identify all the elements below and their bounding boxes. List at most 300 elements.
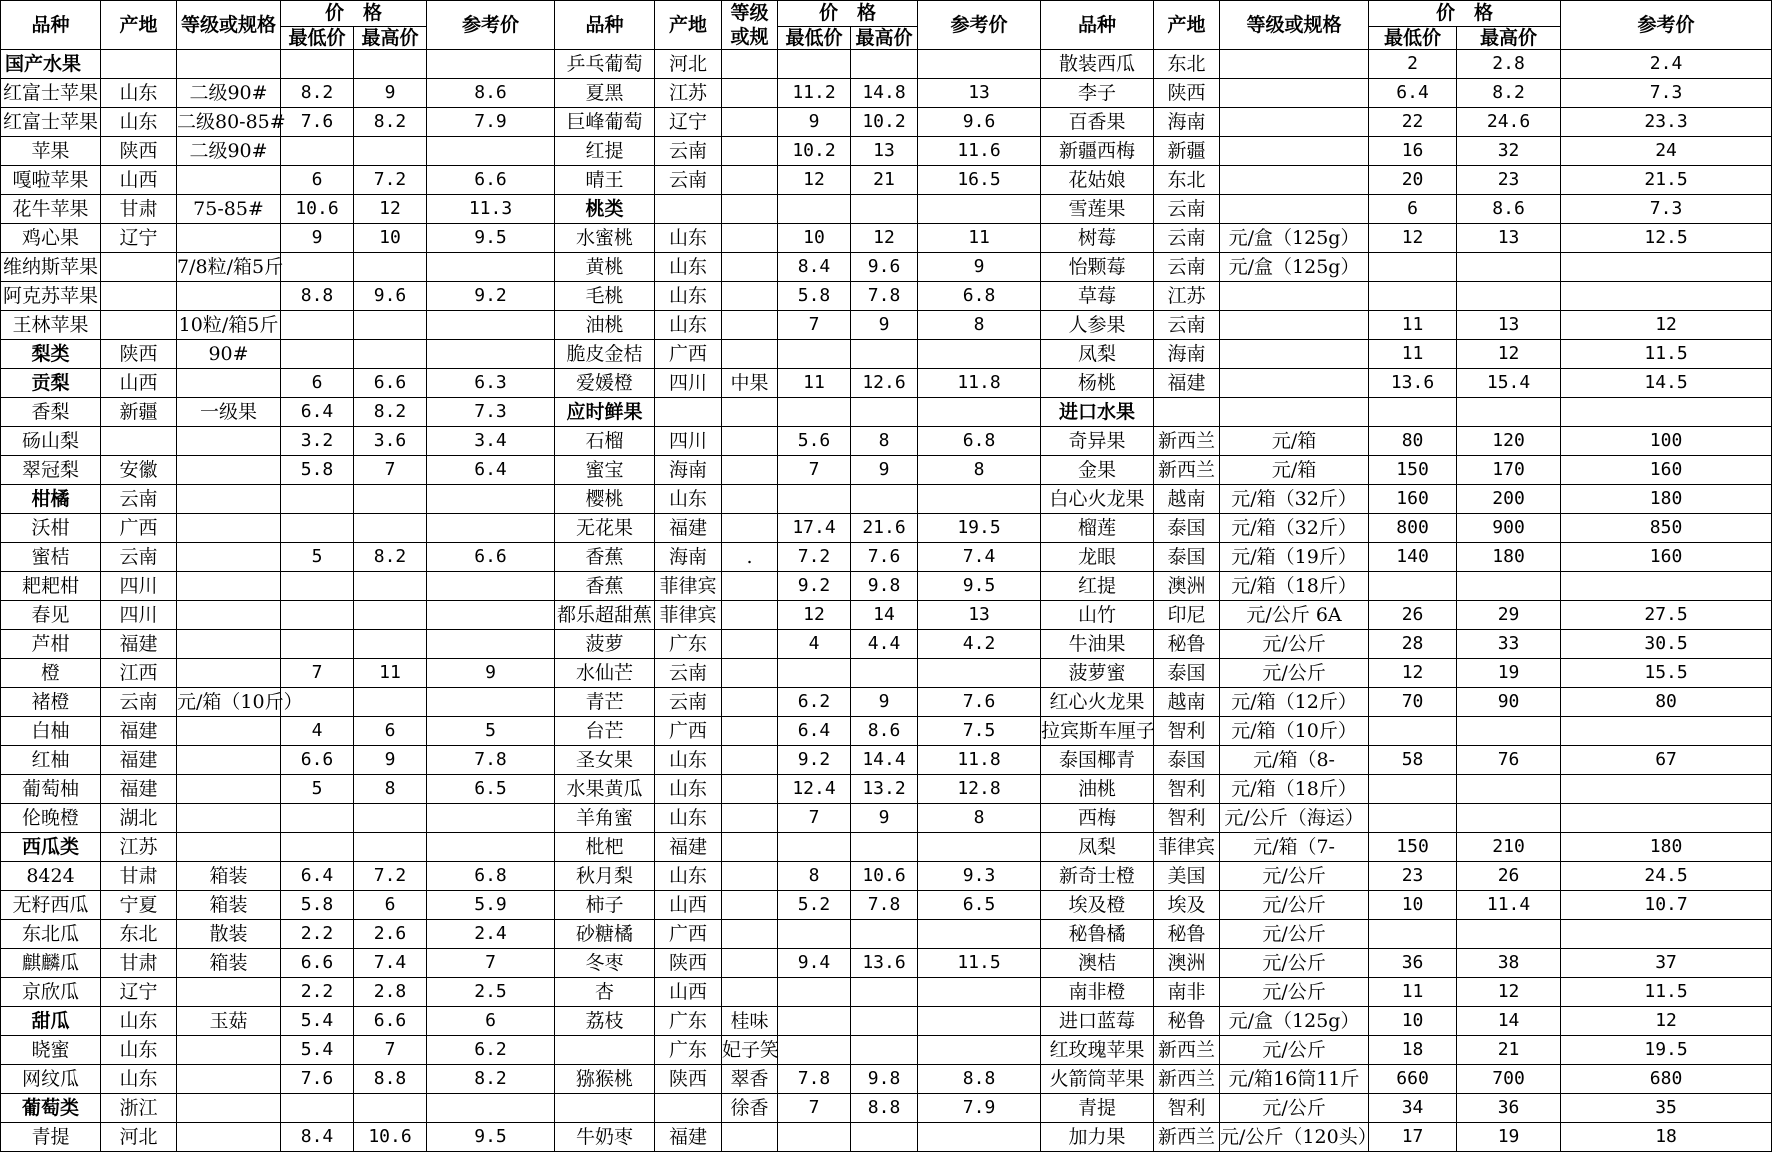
table-cell: 元/箱（19斤） bbox=[1220, 543, 1369, 572]
table-cell bbox=[1369, 775, 1457, 804]
table-cell bbox=[722, 79, 778, 108]
table-cell: 牛油果 bbox=[1041, 630, 1154, 659]
table-cell: 褚橙 bbox=[1, 688, 101, 717]
table-cell: 160 bbox=[1561, 456, 1772, 485]
table-cell: 元/公斤 bbox=[1220, 862, 1369, 891]
table-row bbox=[1, 978, 1772, 1007]
table-cell: 元/盒（125g） bbox=[1220, 224, 1369, 253]
table-cell bbox=[722, 456, 778, 485]
header-ref: 参考价 bbox=[1561, 1, 1772, 50]
table-cell: 13 bbox=[918, 601, 1041, 630]
table-cell bbox=[177, 50, 281, 79]
table-cell: 6.6 bbox=[354, 369, 427, 398]
table-cell bbox=[177, 775, 281, 804]
table-cell bbox=[1561, 717, 1772, 746]
table-cell: 6.2 bbox=[778, 688, 851, 717]
table-cell: 云南 bbox=[101, 485, 177, 514]
table-cell: 8.8 bbox=[354, 1065, 427, 1094]
table-cell: 云南 bbox=[655, 137, 722, 166]
table-cell: 香蕉 bbox=[555, 572, 655, 601]
table-cell: 山西 bbox=[101, 166, 177, 195]
table-cell: 南非 bbox=[1154, 978, 1220, 1007]
table-cell: 7 bbox=[778, 1094, 851, 1123]
table-cell: 湖北 bbox=[101, 804, 177, 833]
table-cell: 陕西 bbox=[1154, 79, 1220, 108]
table-cell: 越南 bbox=[1154, 688, 1220, 717]
table-cell: 23 bbox=[1457, 166, 1561, 195]
table-cell bbox=[722, 804, 778, 833]
table-cell: 元/箱 bbox=[1220, 427, 1369, 456]
table-cell: 草莓 bbox=[1041, 282, 1154, 311]
table-cell: 西瓜类 bbox=[1, 833, 101, 862]
table-cell bbox=[1220, 108, 1369, 137]
table-cell: 8 bbox=[354, 775, 427, 804]
table-cell: 6.6 bbox=[427, 166, 555, 195]
table-cell bbox=[851, 978, 918, 1007]
table-cell: 12 bbox=[1457, 340, 1561, 369]
table-cell: 14 bbox=[851, 601, 918, 630]
table-cell: 云南 bbox=[655, 659, 722, 688]
table-cell: 广东 bbox=[655, 630, 722, 659]
table-cell bbox=[101, 311, 177, 340]
table-cell: 甘肃 bbox=[101, 862, 177, 891]
table-cell: 山西 bbox=[655, 978, 722, 1007]
table-cell: 羊角蜜 bbox=[555, 804, 655, 833]
table-cell: 12 bbox=[1561, 311, 1772, 340]
table-cell: 元/公斤（海运） bbox=[1220, 804, 1369, 833]
table-cell: 6 bbox=[281, 369, 354, 398]
table-cell: 山竹 bbox=[1041, 601, 1154, 630]
table-cell: 元/箱（32斤） bbox=[1220, 514, 1369, 543]
table-cell bbox=[722, 166, 778, 195]
table-cell: 200 bbox=[1457, 485, 1561, 514]
table-cell: 香蕉 bbox=[555, 543, 655, 572]
table-cell bbox=[281, 514, 354, 543]
table-cell: 18 bbox=[1369, 1036, 1457, 1065]
table-cell bbox=[177, 514, 281, 543]
table-cell bbox=[655, 195, 722, 224]
table-cell bbox=[1369, 253, 1457, 282]
table-cell bbox=[722, 253, 778, 282]
table-cell: 山东 bbox=[655, 804, 722, 833]
table-cell bbox=[722, 282, 778, 311]
table-cell: 12 bbox=[778, 601, 851, 630]
table-cell bbox=[722, 311, 778, 340]
table-cell: 58 bbox=[1369, 746, 1457, 775]
table-cell: 6 bbox=[1369, 195, 1457, 224]
table-cell bbox=[281, 137, 354, 166]
table-cell: 26 bbox=[1369, 601, 1457, 630]
table-cell: 17 bbox=[1369, 1123, 1457, 1152]
table-cell: 翠香 bbox=[722, 1065, 778, 1094]
table-cell: 进口水果 bbox=[1041, 398, 1154, 427]
table-cell: 青芒 bbox=[555, 688, 655, 717]
table-cell bbox=[778, 978, 851, 1007]
table-cell: 7.8 bbox=[851, 891, 918, 920]
table-cell bbox=[722, 572, 778, 601]
table-cell: 9 bbox=[851, 688, 918, 717]
table-cell bbox=[427, 253, 555, 282]
table-cell: 7 bbox=[778, 311, 851, 340]
table-cell: 180 bbox=[1457, 543, 1561, 572]
table-cell bbox=[722, 195, 778, 224]
table-cell: 10粒/箱5斤 bbox=[177, 311, 281, 340]
table-cell: 油桃 bbox=[555, 311, 655, 340]
table-cell bbox=[1561, 253, 1772, 282]
table-cell: 6.6 bbox=[427, 543, 555, 572]
table-cell: 24.5 bbox=[1561, 862, 1772, 891]
table-cell bbox=[281, 630, 354, 659]
table-cell: 海南 bbox=[655, 456, 722, 485]
table-cell: 嘎啦苹果 bbox=[1, 166, 101, 195]
table-cell: 陕西 bbox=[655, 949, 722, 978]
table-cell: 猕猴桃 bbox=[555, 1065, 655, 1094]
header-grade: 等级或规 bbox=[722, 1, 778, 50]
table-cell: 13.6 bbox=[851, 949, 918, 978]
table-cell bbox=[851, 340, 918, 369]
table-cell: 元/箱（18斤） bbox=[1220, 572, 1369, 601]
table-cell: 6.3 bbox=[427, 369, 555, 398]
table-cell bbox=[281, 1094, 354, 1123]
table-cell: 5 bbox=[281, 543, 354, 572]
table-cell: 元/公斤 6A bbox=[1220, 601, 1369, 630]
table-cell: 菲律宾 bbox=[1154, 833, 1220, 862]
table-cell: 19.5 bbox=[1561, 1036, 1772, 1065]
table-cell bbox=[722, 891, 778, 920]
table-cell bbox=[778, 1123, 851, 1152]
table-cell: 杨桃 bbox=[1041, 369, 1154, 398]
table-cell bbox=[1220, 79, 1369, 108]
table-cell: 四川 bbox=[655, 369, 722, 398]
table-cell: 13.2 bbox=[851, 775, 918, 804]
table-cell: 都乐超甜蕉 bbox=[555, 601, 655, 630]
table-row bbox=[1, 746, 1772, 775]
table-cell: 秘鲁 bbox=[1154, 1007, 1220, 1036]
table-cell: 70 bbox=[1369, 688, 1457, 717]
table-cell bbox=[1457, 775, 1561, 804]
table-cell: 广西 bbox=[101, 514, 177, 543]
table-cell bbox=[177, 833, 281, 862]
table-cell: 越南 bbox=[1154, 485, 1220, 514]
table-cell bbox=[851, 485, 918, 514]
table-cell: 8.6 bbox=[851, 717, 918, 746]
table-cell: 红提 bbox=[555, 137, 655, 166]
header-grade: 等级或规格 bbox=[177, 1, 281, 50]
table-cell: 11.8 bbox=[918, 746, 1041, 775]
table-cell bbox=[427, 688, 555, 717]
table-cell: 7 bbox=[354, 456, 427, 485]
table-cell bbox=[354, 253, 427, 282]
table-cell: 京欣瓜 bbox=[1, 978, 101, 1007]
table-cell bbox=[177, 1123, 281, 1152]
table-cell: 蜜宝 bbox=[555, 456, 655, 485]
table-cell: 67 bbox=[1561, 746, 1772, 775]
table-cell: 6.8 bbox=[918, 427, 1041, 456]
table-cell: 荔枝 bbox=[555, 1007, 655, 1036]
table-cell: 10.7 bbox=[1561, 891, 1772, 920]
table-cell: 9.8 bbox=[851, 1065, 918, 1094]
table-cell: 元/公斤 bbox=[1220, 1036, 1369, 1065]
table-cell: 水果黄瓜 bbox=[555, 775, 655, 804]
table-cell bbox=[354, 50, 427, 79]
table-cell: 8 bbox=[851, 427, 918, 456]
table-cell: 麒麟瓜 bbox=[1, 949, 101, 978]
table-cell: 700 bbox=[1457, 1065, 1561, 1094]
table-cell: 云南 bbox=[1154, 195, 1220, 224]
table-cell: 5 bbox=[281, 775, 354, 804]
table-cell: 黄桃 bbox=[555, 253, 655, 282]
table-cell: 6.8 bbox=[427, 862, 555, 891]
table-cell: 5.4 bbox=[281, 1007, 354, 1036]
table-cell: 海南 bbox=[655, 543, 722, 572]
table-cell: 拉宾斯车厘子 bbox=[1041, 717, 1154, 746]
table-cell: 9.4 bbox=[778, 949, 851, 978]
header-min: 最低价 bbox=[281, 26, 354, 49]
table-cell: 8.4 bbox=[281, 1123, 354, 1152]
table-cell: 智利 bbox=[1154, 717, 1220, 746]
table-cell bbox=[851, 1036, 918, 1065]
table-cell: 新奇士橙 bbox=[1041, 862, 1154, 891]
table-cell: 澳洲 bbox=[1154, 949, 1220, 978]
table-cell: 35 bbox=[1561, 1094, 1772, 1123]
table-cell: 11.3 bbox=[427, 195, 555, 224]
table-row bbox=[1, 572, 1772, 601]
table-cell: 元/箱（12斤） bbox=[1220, 688, 1369, 717]
table-cell: 广西 bbox=[655, 340, 722, 369]
table-cell: 32 bbox=[1457, 137, 1561, 166]
table-row bbox=[1, 630, 1772, 659]
table-cell: 砂糖橘 bbox=[555, 920, 655, 949]
table-cell: 无籽西瓜 bbox=[1, 891, 101, 920]
table-cell bbox=[918, 195, 1041, 224]
table-cell: 7.2 bbox=[354, 862, 427, 891]
table-cell bbox=[177, 1065, 281, 1094]
table-cell bbox=[1220, 282, 1369, 311]
table-row bbox=[1, 485, 1772, 514]
table-cell: 900 bbox=[1457, 514, 1561, 543]
table-row bbox=[1, 369, 1772, 398]
table-cell bbox=[177, 369, 281, 398]
table-cell: 13 bbox=[851, 137, 918, 166]
table-cell bbox=[1561, 804, 1772, 833]
table-cell: 2.4 bbox=[427, 920, 555, 949]
table-row bbox=[1, 427, 1772, 456]
table-cell: 9.5 bbox=[918, 572, 1041, 601]
table-cell: 葡萄柚 bbox=[1, 775, 101, 804]
table-cell: 元/公斤（120头） bbox=[1220, 1123, 1369, 1152]
table-cell: 8.2 bbox=[354, 398, 427, 427]
table-cell: 福建 bbox=[101, 775, 177, 804]
table-cell: 火箭筒苹果 bbox=[1041, 1065, 1154, 1094]
table-cell: 9 bbox=[427, 659, 555, 688]
table-cell: 爱媛橙 bbox=[555, 369, 655, 398]
table-cell bbox=[722, 688, 778, 717]
table-cell: 15.4 bbox=[1457, 369, 1561, 398]
table-cell: 元/箱（8- bbox=[1220, 746, 1369, 775]
table-cell: 9.6 bbox=[918, 108, 1041, 137]
table-cell bbox=[722, 949, 778, 978]
table-cell: 12 bbox=[1457, 978, 1561, 1007]
table-cell bbox=[354, 340, 427, 369]
table-cell: 8.6 bbox=[1457, 195, 1561, 224]
table-cell: 樱桃 bbox=[555, 485, 655, 514]
table-cell: 5.9 bbox=[427, 891, 555, 920]
table-cell bbox=[427, 485, 555, 514]
table-cell: 怡颗莓 bbox=[1041, 253, 1154, 282]
table-cell: 凤梨 bbox=[1041, 340, 1154, 369]
table-cell: 元/公斤 bbox=[1220, 891, 1369, 920]
table-cell bbox=[354, 485, 427, 514]
table-cell: 10 bbox=[354, 224, 427, 253]
table-cell: 玉菇 bbox=[177, 1007, 281, 1036]
table-cell bbox=[354, 601, 427, 630]
table-cell: 晴王 bbox=[555, 166, 655, 195]
table-cell: 陕西 bbox=[101, 137, 177, 166]
table-cell bbox=[722, 862, 778, 891]
table-cell: 泰国 bbox=[1154, 543, 1220, 572]
table-cell bbox=[851, 1007, 918, 1036]
table-cell: 30.5 bbox=[1561, 630, 1772, 659]
table-row bbox=[1, 862, 1772, 891]
table-cell: 36 bbox=[1457, 1094, 1561, 1123]
table-cell: 蜜桔 bbox=[1, 543, 101, 572]
table-cell bbox=[1220, 166, 1369, 195]
table-cell: 云南 bbox=[1154, 224, 1220, 253]
table-row bbox=[1, 108, 1772, 137]
table-cell bbox=[1154, 398, 1220, 427]
table-cell: 中果 bbox=[722, 369, 778, 398]
table-cell bbox=[177, 1036, 281, 1065]
table-cell: 乒乓葡萄 bbox=[555, 50, 655, 79]
table-cell bbox=[177, 804, 281, 833]
table-cell bbox=[918, 833, 1041, 862]
table-cell: 5.4 bbox=[281, 1036, 354, 1065]
table-cell: 甘肃 bbox=[101, 195, 177, 224]
table-cell: 2.4 bbox=[1561, 50, 1772, 79]
table-cell: 牛奶枣 bbox=[555, 1123, 655, 1152]
table-cell bbox=[101, 282, 177, 311]
table-cell: 850 bbox=[1561, 514, 1772, 543]
table-cell: 160 bbox=[1369, 485, 1457, 514]
table-cell: 8.4 bbox=[778, 253, 851, 282]
table-cell: 元/箱（10斤） bbox=[177, 688, 281, 717]
table-cell: 19 bbox=[1457, 1123, 1561, 1152]
table-cell bbox=[778, 195, 851, 224]
table-cell: 9 bbox=[851, 456, 918, 485]
table-cell: 元/盒（125g） bbox=[1220, 1007, 1369, 1036]
table-cell: 23 bbox=[1369, 862, 1457, 891]
table-cell: 75-85# bbox=[177, 195, 281, 224]
table-cell: 李子 bbox=[1041, 79, 1154, 108]
table-cell bbox=[427, 311, 555, 340]
header-price: 价 格 bbox=[778, 1, 918, 27]
table-cell bbox=[281, 601, 354, 630]
table-row bbox=[1, 456, 1772, 485]
table-cell: 7.8 bbox=[778, 1065, 851, 1094]
table-cell: 山东 bbox=[655, 775, 722, 804]
table-cell bbox=[1561, 920, 1772, 949]
table-cell bbox=[918, 920, 1041, 949]
table-cell bbox=[778, 398, 851, 427]
table-cell: 11.5 bbox=[918, 949, 1041, 978]
header-max: 最高价 bbox=[1457, 26, 1561, 49]
table-cell bbox=[177, 572, 281, 601]
table-cell: 江苏 bbox=[655, 79, 722, 108]
table-cell bbox=[1561, 775, 1772, 804]
table-cell: 8 bbox=[778, 862, 851, 891]
table-cell: 山东 bbox=[655, 862, 722, 891]
table-cell: 9.2 bbox=[778, 746, 851, 775]
table-cell: 陕西 bbox=[655, 1065, 722, 1094]
table-cell: 辽宁 bbox=[101, 978, 177, 1007]
table-cell: 9.8 bbox=[851, 572, 918, 601]
table-cell bbox=[1457, 804, 1561, 833]
table-cell: 8 bbox=[918, 456, 1041, 485]
table-cell: 12.8 bbox=[918, 775, 1041, 804]
table-cell: 福建 bbox=[655, 833, 722, 862]
table-body bbox=[1, 50, 1772, 1152]
table-cell bbox=[354, 572, 427, 601]
table-cell: 7.3 bbox=[1561, 79, 1772, 108]
table-cell: 元/箱（7- bbox=[1220, 833, 1369, 862]
table-cell bbox=[427, 630, 555, 659]
table-cell: 100 bbox=[1561, 427, 1772, 456]
table-cell: 伦晚橙 bbox=[1, 804, 101, 833]
table-cell: 江西 bbox=[101, 659, 177, 688]
header-price: 价 格 bbox=[281, 1, 427, 27]
table-cell bbox=[281, 50, 354, 79]
table-cell: 2.5 bbox=[427, 978, 555, 1007]
table-cell: 芦柑 bbox=[1, 630, 101, 659]
table-row bbox=[1, 137, 1772, 166]
table-cell bbox=[354, 688, 427, 717]
table-cell: 元/箱16筒11斤 bbox=[1220, 1065, 1369, 1094]
table-cell: 红富士苹果 bbox=[1, 79, 101, 108]
table-cell: 11 bbox=[918, 224, 1041, 253]
table-cell: 12 bbox=[1369, 659, 1457, 688]
table-cell: 红柚 bbox=[1, 746, 101, 775]
table-cell: 山东 bbox=[655, 282, 722, 311]
table-cell: 11 bbox=[1369, 311, 1457, 340]
table-cell bbox=[778, 659, 851, 688]
table-cell: 福建 bbox=[655, 514, 722, 543]
table-cell: 11.4 bbox=[1457, 891, 1561, 920]
table-cell bbox=[177, 282, 281, 311]
table-cell bbox=[851, 195, 918, 224]
table-cell: 11 bbox=[1369, 978, 1457, 1007]
table-cell: 青提 bbox=[1041, 1094, 1154, 1123]
table-cell bbox=[1457, 282, 1561, 311]
table-cell: 10.6 bbox=[851, 862, 918, 891]
table-cell: 5.2 bbox=[778, 891, 851, 920]
table-cell: 7 bbox=[281, 659, 354, 688]
table-cell: 泰国椰青 bbox=[1041, 746, 1154, 775]
table-cell: 进口蓝莓 bbox=[1041, 1007, 1154, 1036]
table-cell: 山西 bbox=[655, 891, 722, 920]
table-cell: 7 bbox=[427, 949, 555, 978]
table-cell: 6 bbox=[281, 166, 354, 195]
table-row bbox=[1, 166, 1772, 195]
table-cell bbox=[177, 485, 281, 514]
table-cell: 9 bbox=[281, 224, 354, 253]
table-cell: 13.6 bbox=[1369, 369, 1457, 398]
table-cell: 120 bbox=[1457, 427, 1561, 456]
table-cell: 云南 bbox=[655, 688, 722, 717]
table-cell: 6.5 bbox=[918, 891, 1041, 920]
table-cell: 7.3 bbox=[427, 398, 555, 427]
table-cell: 22 bbox=[1369, 108, 1457, 137]
table-cell bbox=[1369, 920, 1457, 949]
